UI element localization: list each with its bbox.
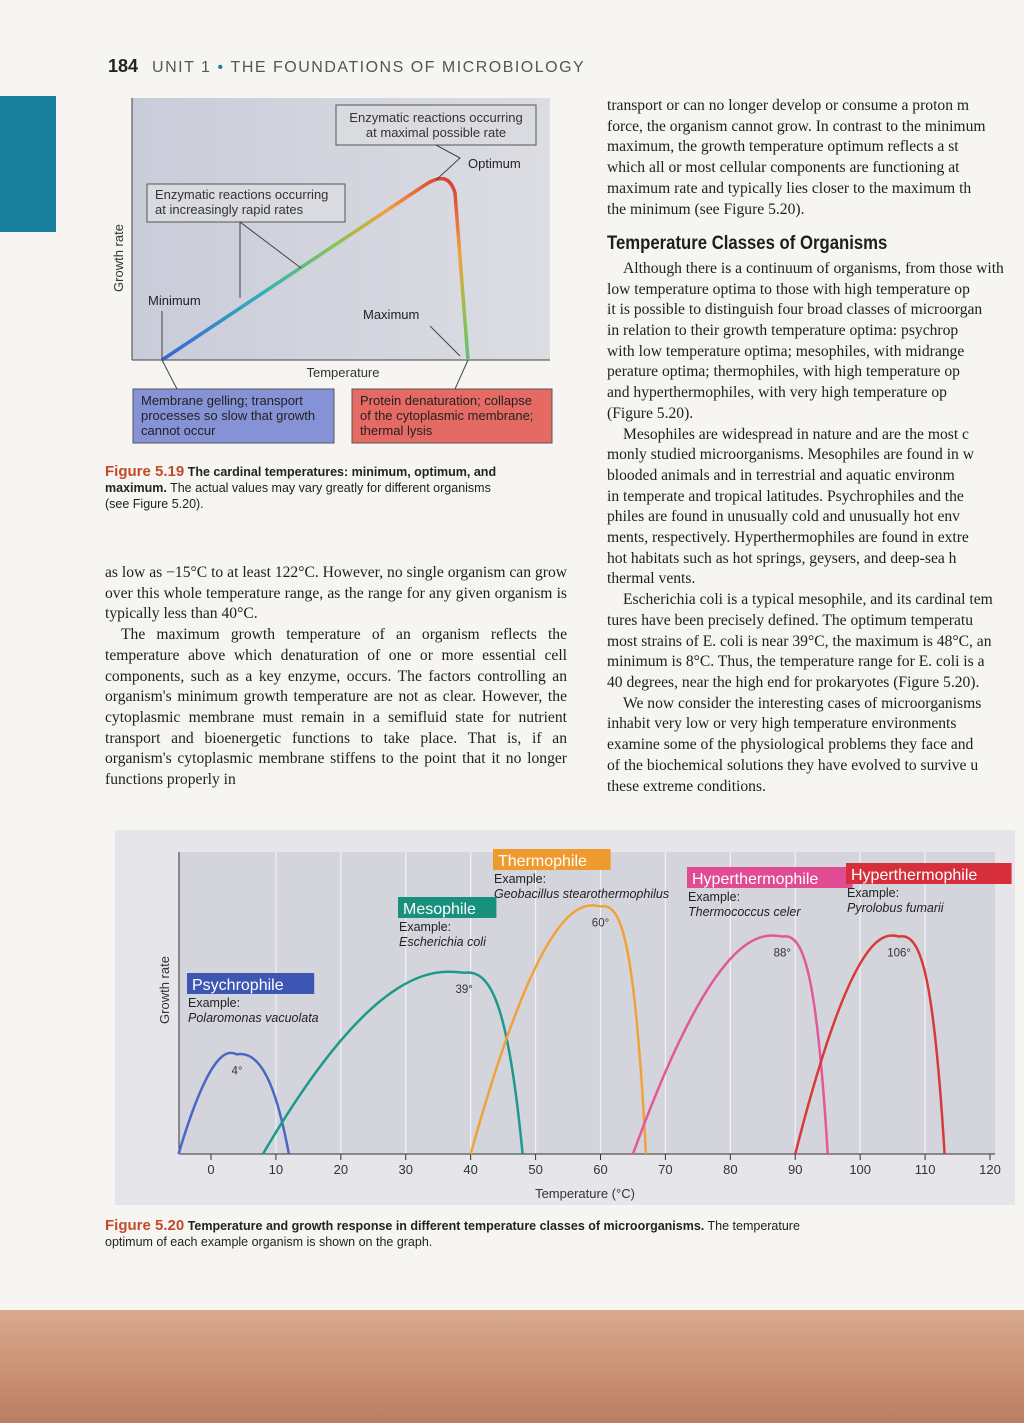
x-tick-label: 50	[528, 1162, 543, 1177]
running-header	[108, 56, 585, 77]
optimum-label: Optimum	[468, 156, 521, 171]
text-line: it is possible to distinguish four broad classes of microorgan	[607, 301, 983, 319]
caption-number: Figure 5.19	[105, 463, 185, 480]
text-line: Mesophiles are widespread in nature and are the most c	[623, 425, 969, 443]
text-line: Although there is a continuum of organisms, from those with	[623, 259, 1004, 277]
class-name: Psychrophile	[192, 977, 284, 994]
right-paragraph-2	[607, 425, 1024, 591]
left-paragraph-1: as low as −15°C to at least 122°C. However, no single organism can grow over this whole temperature range, as the range for any given organism is typically less than 40°C.	[105, 564, 567, 623]
example-label: Example:	[688, 890, 741, 904]
text-line: the minimum (see Figure 5.20).	[607, 200, 805, 218]
text-line: low temperature optima to those with high temperature op	[607, 280, 970, 298]
text-line: thermal vents.	[607, 570, 696, 588]
thumb-in-photo	[0, 1310, 1024, 1423]
text-line: minimum is 8°C. Thus, the temperature range for E. coli is a	[607, 653, 985, 671]
text-line: of the biochemical solutions they have evolved to survive u	[607, 756, 979, 774]
class-name: Mesophile	[403, 901, 476, 918]
figure-5-19-caption	[105, 464, 505, 512]
optimum-value-label: 60°	[591, 917, 610, 930]
text-line: 40 degrees, near the high end for prokaryotes (Figure 5.20).	[607, 673, 980, 691]
caption-text: The actual values may vary greatly for different organisms (see Figure 5.20).	[105, 481, 491, 511]
example-organism: Thermococcus celer	[688, 905, 801, 919]
x-tick-label: 10	[268, 1162, 284, 1177]
text-line: (Figure 5.20).	[607, 404, 694, 422]
x-tick-label: 110	[914, 1162, 936, 1177]
example-label: Example:	[494, 872, 547, 886]
text-line: examine some of the physiological problems they face and	[607, 736, 974, 754]
text-line: ments, respectively. Hyperthermophiles are found in extre	[607, 529, 969, 547]
text-line: with low temperature optima; mesophiles, with midrange	[607, 342, 965, 360]
text-line: perature optima; thermophiles, with high temperature op	[607, 363, 960, 381]
optimum-value-label: 88°	[773, 947, 791, 960]
example-organism: Escherichia coli	[399, 935, 486, 949]
figure-5-19-cardinal-temperatures	[105, 98, 573, 448]
example-organism: Geobacillus stearothermophilus	[494, 887, 670, 901]
text-line: transport or can no longer develop or consume a proton m	[607, 97, 970, 114]
maximum-label: Maximum	[363, 307, 420, 322]
text-line: monly studied microorganisms. Mesophiles are found in w	[607, 446, 974, 464]
unit-title: THE FOUNDATIONS OF MICROBIOLOGY	[230, 59, 586, 76]
x-tick-label: 60	[593, 1162, 608, 1177]
optimum-value-label: 106°	[887, 947, 912, 960]
right-paragraph-3	[607, 590, 1024, 694]
text-line: in relation to their growth temperature optima: psychrop	[607, 322, 959, 340]
x-tick-label: 0	[207, 1162, 215, 1177]
text-line: Escherichia coli is a typical mesophile, and its cardinal tem	[623, 591, 993, 609]
x-tick-label: 90	[788, 1162, 803, 1177]
text-line: We now consider the interesting cases of microorganisms	[623, 694, 982, 712]
text-line: maximum, the growth temperature optimum reflects a st	[607, 138, 959, 156]
figure-5-20-caption	[105, 1218, 805, 1250]
x-tick-label: 20	[333, 1162, 349, 1177]
page-number: 184	[108, 56, 139, 76]
example-organism: Pyrolobus fumarii	[847, 901, 944, 915]
caption-number: Figure 5.20	[105, 1217, 185, 1234]
class-name: Hyperthermophile	[851, 867, 978, 884]
caption-bold: The cardinal temperatures: minimum, optimum, and maximum.	[105, 465, 497, 495]
text-line: these extreme conditions.	[607, 777, 766, 795]
left-paragraph-2: The maximum growth temperature of an organism reflects the temperature above which denaturation of one or more essential cell components, such as a key enzyme, occurs. The factors controlling an organism's minimum growth temperature are not as clear. However, the cytoplasmic membrane must remain in a semifluid state for nutrient transport and bioenergetic functions to take place. That is, if an organism's cytoplasmic membrane stiffens to the point that it no longer functions properly in	[105, 626, 567, 789]
y-axis-label: Growth rate	[157, 956, 172, 1024]
text-line: inhabit very low or very high temperature environments	[607, 715, 957, 733]
minimum-label: Minimum	[148, 293, 201, 308]
x-axis-label: Temperature	[306, 365, 380, 380]
x-axis-label: Temperature (°C)	[535, 1186, 635, 1201]
optimum-value-label: 4°	[231, 1065, 243, 1078]
x-tick-label: 120	[979, 1162, 1001, 1177]
right-paragraph-1	[607, 259, 1024, 425]
text-line: most strains of E. coli is near 39°C, the maximum is 48°C, an	[607, 632, 992, 650]
x-tick-label: 30	[398, 1162, 413, 1177]
text-line: in temperate and tropical latitudes. Psychrophiles and the	[607, 487, 964, 505]
y-axis-label: Growth rate	[111, 224, 126, 292]
x-tick-label: 40	[463, 1162, 478, 1177]
right-top-paragraph	[607, 96, 1024, 220]
rising-rate-box-line-2: at increasingly rapid rates	[155, 202, 304, 217]
right-column	[607, 96, 1024, 796]
blue-box-pointer	[162, 360, 177, 389]
text-line: which all or most cellular components are functioning at	[607, 159, 960, 177]
maximum-box-line-2: of the cytoplasmic membrane;	[360, 408, 534, 423]
optimum-box-line-1: Enzymatic reactions occurring	[349, 110, 523, 125]
figure-5-20-temperature-classes	[115, 830, 1015, 1205]
minimum-box-line-3: cannot occur	[141, 423, 216, 438]
text-line: philes are found in unusually cold and unusually hot env	[607, 508, 960, 526]
chapter-tab	[0, 96, 56, 232]
optimum-box-line-2: at maximal possible rate	[365, 125, 507, 140]
x-tick-label: 70	[658, 1162, 673, 1177]
class-name: Thermophile	[498, 853, 587, 870]
text-line: force, the organism cannot grow. In contrast to the minimum	[607, 117, 986, 135]
red-box-pointer	[455, 360, 468, 389]
maximum-box-line-3: thermal lysis	[360, 423, 433, 438]
minimum-box-line-1: Membrane gelling; transport	[141, 393, 303, 408]
maximum-box-line-1: Protein denaturation; collapse	[360, 393, 533, 408]
x-tick-label: 100	[849, 1162, 872, 1177]
example-organism: Polaromonas vacuolata	[188, 1011, 319, 1025]
caption-bold: Temperature and growth response in different temperature classes of microorganisms.	[187, 1219, 705, 1233]
example-label: Example:	[188, 996, 241, 1010]
caption-text: The temperature optimum of each example organism is shown on the graph.	[105, 1219, 800, 1249]
rising-rate-box-line-1: Enzymatic reactions occurring	[155, 187, 329, 202]
section-heading: Temperature Classes of Organisms	[607, 233, 888, 255]
text-line: tures have been precisely defined. The optimum temperatu	[607, 611, 974, 629]
header-bullet: •	[217, 59, 225, 76]
class-name: Hyperthermophile	[692, 871, 819, 888]
unit-label: UNIT 1	[152, 59, 212, 76]
text-line: blooded animals and in terrestrial and aquatic environm	[607, 466, 955, 484]
example-label: Example:	[399, 920, 452, 934]
right-paragraph-4	[607, 694, 1024, 796]
text-line: and hyperthermophiles, with very high temperature op	[607, 384, 947, 402]
x-tick-label: 80	[723, 1162, 738, 1177]
text-line: maximum rate and typically lies closer to the maximum th	[607, 179, 972, 197]
minimum-box-line-2: processes so slow that growth	[141, 408, 316, 423]
optimum-value-label: 39°	[455, 983, 473, 996]
left-column	[105, 563, 567, 791]
text-line: hot habitats such as hot springs, geysers, and deep-sea h	[607, 549, 957, 567]
example-label: Example:	[847, 886, 900, 900]
